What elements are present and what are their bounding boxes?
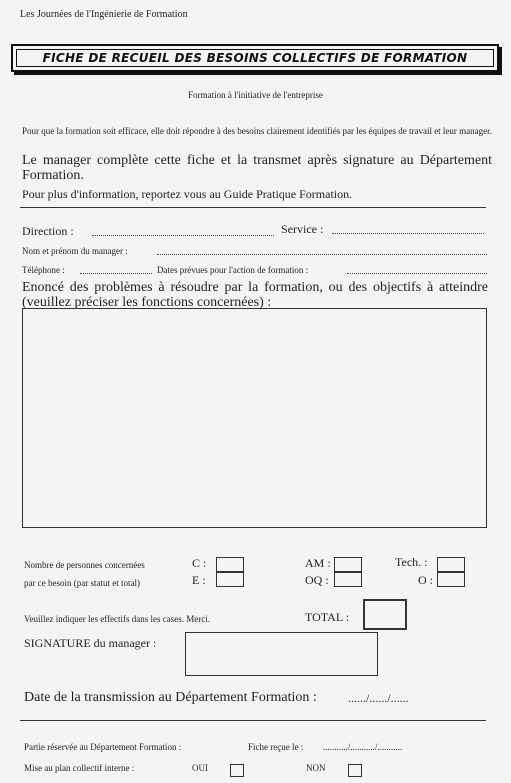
- counts-label-line2: par ce besoin (par statut et total): [24, 578, 140, 588]
- intro-paragraph-2: Le manager complète cette fiche et la transmet après signature au Département Formation.: [22, 153, 492, 183]
- count-e-label: E :: [192, 573, 206, 587]
- yes-checkbox[interactable]: [230, 764, 244, 777]
- problems-textarea[interactable]: [22, 308, 487, 528]
- organization-header: Les Journées de l'Ingénierie de Formation: [20, 9, 188, 20]
- total-label: TOTAL :: [305, 610, 350, 624]
- divider: [20, 207, 486, 208]
- intro-paragraph-1: Pour que la formation soit efficace, elle doit répondre à des besoins clairement identifiés par les équipes de travail et leur manager.: [22, 126, 492, 136]
- total-input[interactable]: [363, 599, 407, 630]
- received-date[interactable]: .........../.........../...........: [323, 742, 403, 752]
- telephone-label: Téléphone :: [22, 265, 65, 275]
- service-field[interactable]: [332, 223, 484, 234]
- manager-name-field[interactable]: [157, 244, 487, 255]
- service-label: Service :: [281, 222, 324, 236]
- dates-field[interactable]: [347, 263, 487, 274]
- count-c-label: C :: [192, 556, 207, 570]
- manager-name-label: Nom et prénom du manager :: [22, 246, 128, 256]
- telephone-field[interactable]: [80, 263, 152, 274]
- received-label: Fiche reçue le :: [248, 742, 304, 752]
- problems-label: Enoncé des problèmes à résoudre par la formation, ou des objectifs à atteindre (veuillez préciser les fonctions concernées) :: [22, 280, 488, 310]
- direction-label: Direction :: [22, 224, 74, 238]
- count-o-label: O :: [418, 573, 433, 587]
- yes-label: OUI: [192, 763, 208, 773]
- form-title-box: [11, 44, 499, 72]
- counts-note: Veuillez indiquer les effectifs dans les cases. Merci.: [24, 614, 211, 624]
- transmission-label: Date de la transmission au Département Formation :: [24, 690, 317, 705]
- counts-label-line1: Nombre de personnes concernées: [24, 560, 145, 570]
- transmission-date[interactable]: ....../....../......: [348, 691, 409, 705]
- no-label: NON: [306, 763, 326, 773]
- count-oq-input[interactable]: [334, 571, 362, 587]
- count-am-label: AM :: [305, 556, 331, 570]
- direction-field[interactable]: [92, 225, 274, 236]
- count-oq-label: OQ :: [305, 573, 329, 587]
- count-tech-label: Tech. :: [395, 555, 428, 569]
- plan-label: Mise au plan collectif interne :: [24, 763, 135, 773]
- dates-label: Dates prévues pour l'action de formation :: [157, 265, 309, 275]
- intro-paragraph-3: Pour plus d'information, reportez vous au Guide Pratique Formation.: [22, 187, 353, 201]
- count-e-input[interactable]: [216, 571, 244, 587]
- count-o-input[interactable]: [437, 571, 465, 587]
- signature-box[interactable]: [185, 632, 378, 676]
- no-checkbox[interactable]: [348, 764, 362, 777]
- form-subtitle: Formation à l'initiative de l'entreprise: [188, 90, 323, 100]
- signature-label: SIGNATURE du manager :: [24, 636, 157, 650]
- divider-bottom: [20, 720, 486, 721]
- form-title: FICHE DE RECUEIL DES BESOINS COLLECTIFS DE FORMATION: [16, 49, 494, 67]
- reserved-label: Partie réservée au Département Formation :: [24, 742, 182, 752]
